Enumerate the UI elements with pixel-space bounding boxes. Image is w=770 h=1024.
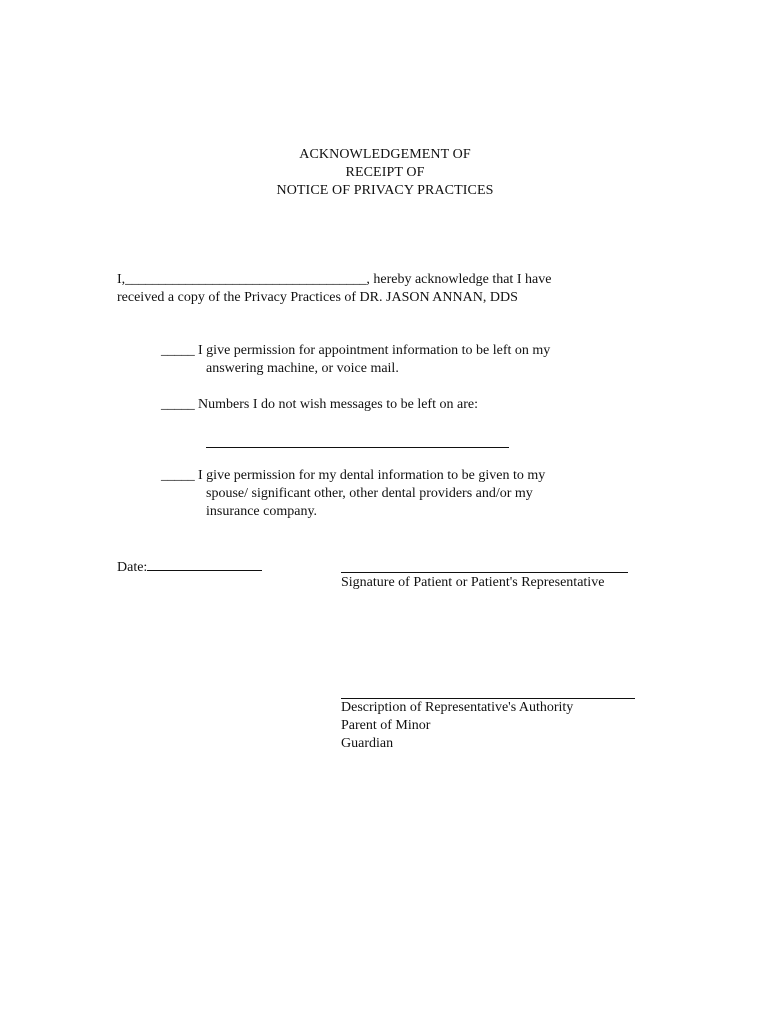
ack-prefix: I, [117, 272, 126, 287]
document-title [0, 146, 770, 200]
dental-info-option-text-cont-1: spouse/ significant other, other dental providers and/or my [206, 486, 533, 501]
acknowledgement-paragraph [117, 271, 551, 307]
dental-info-option-text-cont-2: insurance company. [206, 504, 318, 519]
permission-dental-info-option [161, 467, 545, 521]
numbers-option-text: Numbers I do not wish messages to be left on are: [194, 397, 478, 412]
signature-entry-line[interactable] [341, 572, 628, 573]
date-label: Date: [117, 560, 148, 575]
title-line-2: RECEIPT OF [345, 165, 425, 180]
dental-info-option-text: I give permission for my dental information to be given to my [194, 468, 546, 483]
numbers-entry-line[interactable] [206, 447, 509, 448]
permission-voicemail-option [161, 342, 550, 378]
name-blank-field[interactable]: ____________________________________ [125, 272, 367, 287]
no-message-numbers-option [161, 396, 478, 414]
authority-label: Description of Representative's Authority [341, 700, 574, 715]
authority-option-parent: Parent of Minor [341, 718, 431, 733]
acknowledgement-line-2: received a copy of the Privacy Practices of DR. JASON ANNAN, DDS [117, 290, 518, 305]
dental-info-check-blank[interactable]: _____ [161, 468, 195, 483]
date-entry-line[interactable] [147, 557, 262, 571]
signature-label: Signature of Patient or Patient's Representative [341, 575, 605, 590]
title-line-1: ACKNOWLEDGEMENT OF [299, 147, 471, 162]
voicemail-option-text: I give permission for appointment information to be left on my [194, 343, 551, 358]
authority-option-guardian: Guardian [341, 736, 394, 751]
ack-suffix: , hereby acknowledge that I have [366, 272, 552, 287]
numbers-check-blank[interactable]: _____ [161, 397, 195, 412]
authority-block [341, 699, 573, 753]
title-line-3: NOTICE OF PRIVACY PRACTICES [276, 183, 494, 198]
voicemail-check-blank[interactable]: _____ [161, 343, 195, 358]
date-row [117, 557, 262, 577]
voicemail-option-text-cont: answering machine, or voice mail. [206, 361, 399, 376]
acknowledgement-line-1 [117, 271, 551, 289]
